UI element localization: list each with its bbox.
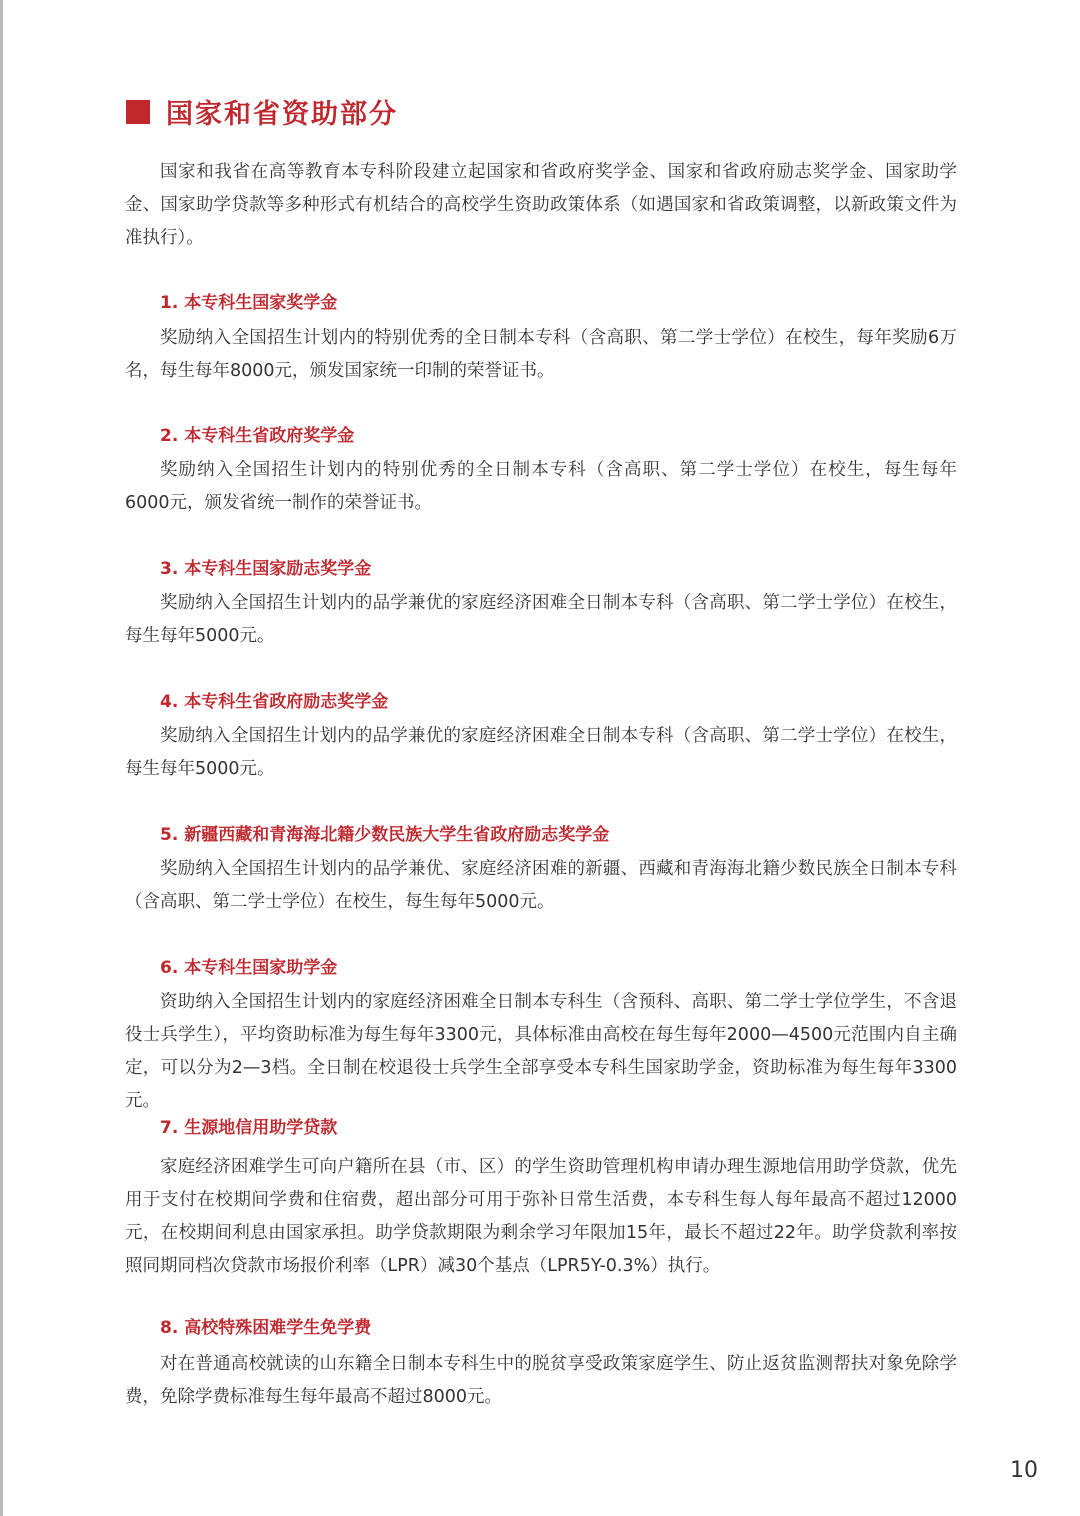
section-heading: 1. 本专科生国家奖学金 xyxy=(160,293,338,313)
section-body: 奖励纳入全国招生计划内的品学兼优的家庭经济困难全日制本专科（含高职、第二学士学位）在校生，每生每年5000元。 xyxy=(125,726,957,779)
section-heading: 6. 本专科生国家助学金 xyxy=(160,958,338,978)
square-bullet-icon xyxy=(126,100,150,124)
page-title: 国家和省资助部分 xyxy=(166,99,398,130)
section-body: 奖励纳入全国招生计划内的特别优秀的全日制本专科（含高职、第二学士学位）在校生，每生每年6000元，颁发省统一制作的荣誉证书。 xyxy=(125,460,957,513)
section-heading: 5. 新疆西藏和青海海北籍少数民族大学生省政府励志奖学金 xyxy=(160,825,610,845)
section-body: 奖励纳入全国招生计划内的特别优秀的全日制本专科（含高职、第二学士学位）在校生，每年奖励6万名，每生每年8000元，颁发国家统一印制的荣誉证书。 xyxy=(125,328,957,381)
section-heading: 7. 生源地信用助学贷款 xyxy=(160,1118,338,1138)
section-body: 对在普通高校就读的山东籍全日制本专科生中的脱贫享受政策家庭学生、防止返贫监测帮扶对象免除学费，免除学费标准每生每年最高不超过8000元。 xyxy=(125,1354,957,1407)
page-edge xyxy=(0,0,3,1516)
section-body: 奖励纳入全国招生计划内的品学兼优、家庭经济困难的新疆、西藏和青海海北籍少数民族全日制本专科（含高职、第二学士学位）在校生，每生每年5000元。 xyxy=(125,859,957,912)
section-heading: 3. 本专科生国家励志奖学金 xyxy=(160,559,372,579)
section-heading: 4. 本专科生省政府励志奖学金 xyxy=(160,692,389,712)
page-number: 10 xyxy=(1010,1458,1038,1483)
section-heading: 2. 本专科生省政府奖学金 xyxy=(160,426,355,446)
section-body: 家庭经济困难学生可向户籍所在县（市、区）的学生资助管理机构申请办理生源地信用助学贷款，优先用于支付在校期间学费和住宿费，超出部分可用于弥补日常生活费，本专科生每人每年最高不超过12000元，在校期间利息由国家承担。助学贷款期限为剩余学习年限加15年，最长不超过22年。助学贷款利率按照同期同档次贷款市场报价利率（LPR）减30个基点（LPR5Y-0.3%）执行。 xyxy=(125,1157,957,1276)
section-body: 奖励纳入全国招生计划内的品学兼优的家庭经济困难全日制本专科（含高职、第二学士学位）在校生，每生每年5000元。 xyxy=(125,593,957,646)
section-body: 资助纳入全国招生计划内的家庭经济困难全日制本专科生（含预科、高职、第二学士学位学生，不含退役士兵学生），平均资助标准为每生每年3300元，具体标准由高校在每生每年2000—4500元范围内自主确定，可以分为2—3档。全日制在校退役士兵学生全部享受本专科生国家助学金，资助标准为每生每年3300元。 xyxy=(125,992,957,1111)
section-title xyxy=(126,92,398,131)
intro-paragraph: 国家和我省在高等教育本专科阶段建立起国家和省政府奖学金、国家和省政府励志奖学金、国家助学金、国家助学贷款等多种形式有机结合的高校学生资助政策体系（如遇国家和省政策调整，以新政策文件为准执行）。 xyxy=(125,162,957,248)
section-heading: 8. 高校特殊困难学生免学费 xyxy=(160,1318,372,1338)
